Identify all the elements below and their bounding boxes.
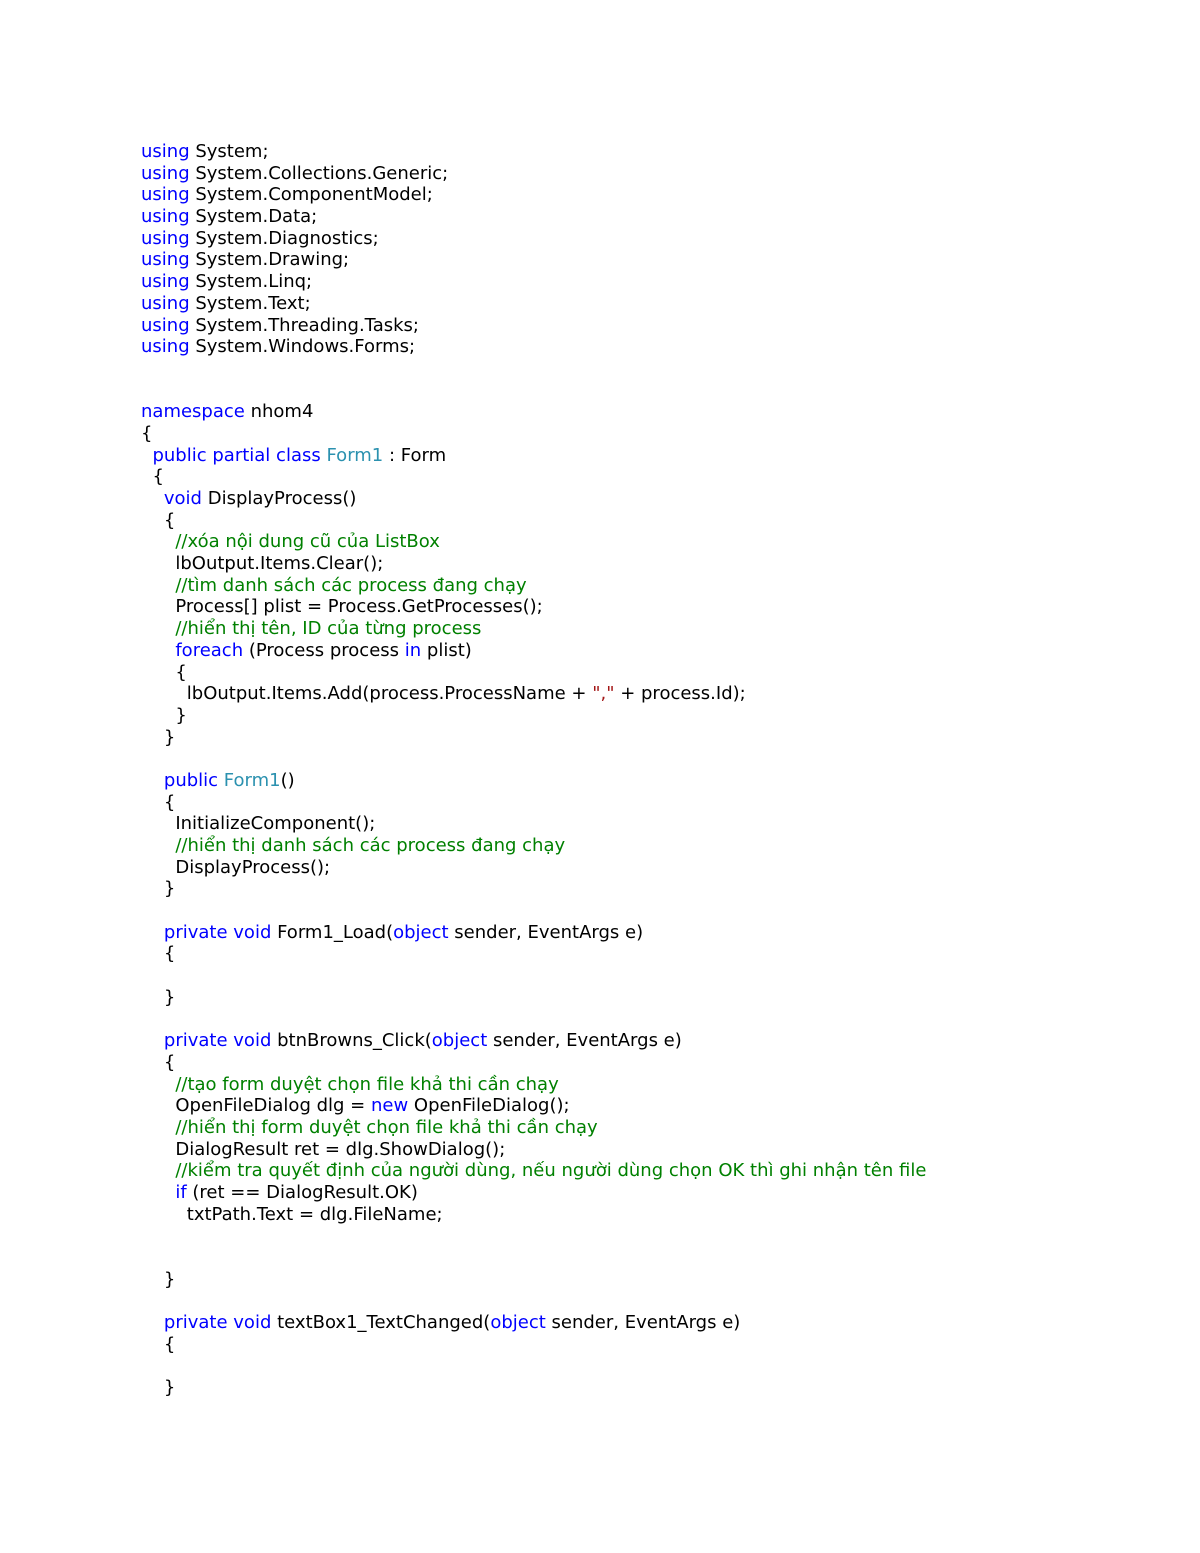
code-token-plain: OpenFileDialog dlg = <box>175 1095 371 1117</box>
code-line <box>141 163 1161 185</box>
code-token-kw: void <box>233 921 272 943</box>
code-token-kw: private <box>163 1030 228 1052</box>
code-indent <box>141 1074 175 1095</box>
code-line <box>141 813 1161 835</box>
code-indent <box>141 1377 164 1398</box>
code-indent <box>141 987 164 1008</box>
code-token-plain: } <box>163 878 176 900</box>
code-token-plain: { <box>163 791 176 813</box>
code-token-kw: public <box>163 769 219 791</box>
code-token-cmt: //xóa nội dung cũ của ListBox <box>175 531 440 553</box>
code-token-plain: System.ComponentModel; <box>189 184 433 206</box>
code-token-plain: } <box>163 986 176 1008</box>
code-indent <box>141 683 187 704</box>
code-token-plain: } <box>163 1377 176 1399</box>
code-token-plain: sender, EventArgs e) <box>487 1030 682 1052</box>
code-token-plain: lbOutput.Items.Add(process.ProcessName + <box>186 683 593 705</box>
code-token-plain: System.Windows.Forms; <box>189 336 416 358</box>
code-token-plain: System; <box>189 141 269 162</box>
code-indent <box>141 662 175 683</box>
code-line <box>141 445 1161 467</box>
code-line <box>141 358 1161 380</box>
code-indent <box>141 1030 164 1051</box>
code-indent <box>141 466 152 487</box>
code-line <box>141 510 1161 532</box>
code-token-kw: partial <box>212 444 271 466</box>
code-line <box>141 141 1161 163</box>
code-token-kw: void <box>163 488 202 509</box>
code-line <box>141 575 1161 597</box>
code-line <box>141 423 1161 445</box>
code-line <box>141 705 1161 727</box>
code-indent <box>141 922 164 943</box>
code-token-plain: { <box>163 1051 176 1073</box>
code-token-kw: using <box>141 227 190 249</box>
code-token-cmt: //tìm danh sách các process đang chạy <box>175 574 527 596</box>
code-token-plain: } <box>163 1268 176 1290</box>
code-token-kw: void <box>233 1030 272 1052</box>
code-indent <box>141 575 175 596</box>
code-token-plain: nhom4 <box>244 401 314 423</box>
code-line <box>141 206 1161 228</box>
code-token-plain: textBox1_TextChanged( <box>271 1312 491 1334</box>
code-indent <box>141 531 175 552</box>
code-token-plain: { <box>163 509 176 531</box>
code-line <box>141 662 1161 684</box>
code-token-plain: } <box>163 726 176 748</box>
code-token-kw: using <box>141 184 190 206</box>
code-token-plain: System.Text; <box>189 292 311 314</box>
code-token-plain: { <box>163 943 176 965</box>
code-line <box>141 315 1161 337</box>
code-line <box>141 1030 1161 1052</box>
code-indent <box>141 705 175 726</box>
code-line <box>141 618 1161 640</box>
code-indent <box>141 1117 175 1138</box>
code-token-plain: btnBrowns_Click( <box>271 1030 432 1052</box>
code-line <box>141 401 1161 423</box>
code-token-plain: System.Diagnostics; <box>189 227 379 249</box>
code-line <box>141 857 1161 879</box>
code-indent <box>141 792 164 813</box>
code-indent <box>141 1139 175 1160</box>
code-indent <box>141 618 175 639</box>
code-line <box>141 1139 1161 1161</box>
code-token-kw: void <box>233 1312 272 1334</box>
code-token-plain: txtPath.Text = dlg.FileName; <box>186 1203 443 1225</box>
code-line <box>141 596 1161 618</box>
code-line <box>141 228 1161 250</box>
code-indent <box>141 835 175 856</box>
code-indent <box>141 813 175 834</box>
code-line <box>141 835 1161 857</box>
code-line <box>141 1160 1161 1182</box>
code-indent <box>141 943 164 964</box>
code-indent <box>141 1052 164 1073</box>
code-line <box>141 1204 1161 1226</box>
code-token-kw: public <box>152 444 207 466</box>
code-token-kw: private <box>163 921 228 943</box>
code-token-plain: { <box>175 661 187 683</box>
code-line <box>141 1269 1161 1291</box>
code-token-plain: DialogResult ret = dlg.ShowDialog(); <box>175 1138 506 1160</box>
code-indent <box>141 488 164 509</box>
code-token-plain: { <box>163 1333 176 1355</box>
code-token-kw: using <box>141 271 190 293</box>
code-line <box>141 748 1161 770</box>
code-line <box>141 1290 1161 1312</box>
code-line <box>141 900 1161 922</box>
code-token-plain: (Process process <box>243 639 405 661</box>
code-line <box>141 640 1161 662</box>
code-token-kw: using <box>141 206 190 228</box>
code-token-plain: : Form <box>383 444 447 466</box>
code-token-plain: System.Drawing; <box>189 249 350 271</box>
code-indent <box>141 1204 187 1225</box>
code-token-plain: } <box>175 704 187 726</box>
code-line <box>141 1052 1161 1074</box>
code-indent <box>141 1160 175 1181</box>
code-line <box>141 293 1161 315</box>
code-token-kw: using <box>141 162 190 184</box>
code-line <box>141 1117 1161 1139</box>
code-line <box>141 531 1161 553</box>
code-line <box>141 1009 1161 1031</box>
code-token-plain: System.Threading.Tasks; <box>189 314 419 336</box>
code-token-kw: new <box>370 1095 409 1117</box>
code-token-cmt: //tạo form duyệt chọn file khả thi cần chạy <box>175 1073 559 1095</box>
code-token-plain: DisplayProcess(); <box>175 856 331 878</box>
code-token-plain: lbOutput.Items.Clear(); <box>175 553 384 575</box>
code-line <box>141 770 1161 792</box>
code-indent <box>141 596 175 617</box>
code-token-kw: using <box>141 314 190 336</box>
code-line <box>141 336 1161 358</box>
code-indent <box>141 1334 164 1355</box>
code-indent <box>141 510 164 531</box>
code-indent <box>141 1095 175 1116</box>
code-line <box>141 727 1161 749</box>
code-line <box>141 943 1161 965</box>
code-token-kw: if <box>175 1182 187 1203</box>
code-line <box>141 271 1161 293</box>
code-indent <box>141 727 164 748</box>
code-line <box>141 1247 1161 1269</box>
code-line <box>141 1377 1161 1399</box>
code-token-plain: () <box>280 769 295 791</box>
code-token-plain: { <box>152 466 164 488</box>
code-token-plain: + process.Id); <box>614 683 746 705</box>
code-line <box>141 922 1161 944</box>
code-token-type: Form1 <box>223 769 281 791</box>
code-token-plain: System.Data; <box>189 206 318 228</box>
code-line <box>141 1312 1161 1334</box>
code-line <box>141 488 1161 510</box>
code-line <box>141 249 1161 271</box>
code-token-kw: object <box>431 1030 488 1052</box>
code-indent <box>141 770 164 791</box>
code-token-kw: in <box>404 639 422 661</box>
code-token-cmt: //hiển thị tên, ID của từng process <box>175 618 482 640</box>
code-token-cmt: //hiển thị danh sách các process đang chạy <box>175 835 566 856</box>
code-token-plain: Process[] plist = Process.GetProcesses(); <box>175 596 543 618</box>
code-token-plain: sender, EventArgs e) <box>448 921 644 943</box>
code-indent <box>141 857 175 878</box>
code-token-kw: object <box>393 921 449 943</box>
code-token-type: Form1 <box>326 444 384 466</box>
code-token-plain: InitializeComponent(); <box>175 813 376 835</box>
code-document <box>141 141 1161 1399</box>
code-token-cmt: //hiển thị form duyệt chọn file khả thi cần chạy <box>175 1116 598 1138</box>
code-indent <box>141 445 152 466</box>
code-token-plain: OpenFileDialog(); <box>408 1095 570 1117</box>
code-token-kw: object <box>490 1312 546 1334</box>
code-token-kw: namespace <box>141 401 245 423</box>
code-token-kw: class <box>276 444 321 466</box>
code-indent <box>141 1312 164 1333</box>
code-token-plain: DisplayProcess() <box>201 488 357 509</box>
code-line <box>141 553 1161 575</box>
code-line <box>141 466 1161 488</box>
code-token-kw: using <box>141 249 190 271</box>
code-token-str: "," <box>592 683 615 705</box>
code-token-plain: sender, EventArgs e) <box>545 1312 741 1334</box>
code-indent <box>141 640 175 661</box>
code-token-plain: plist) <box>421 639 472 661</box>
code-line <box>141 1356 1161 1378</box>
code-token-kw: private <box>163 1312 228 1334</box>
code-line <box>141 965 1161 987</box>
code-token-kw: using <box>141 141 190 162</box>
code-indent <box>141 1182 175 1203</box>
code-indent <box>141 1269 164 1290</box>
code-token-kw: using <box>141 292 190 314</box>
code-indent <box>141 878 164 899</box>
code-line <box>141 1182 1161 1204</box>
code-line <box>141 1095 1161 1117</box>
code-line <box>141 1225 1161 1247</box>
code-token-kw: foreach <box>175 639 244 661</box>
code-line <box>141 987 1161 1009</box>
code-token-kw: using <box>141 336 190 358</box>
code-indent <box>141 553 175 574</box>
code-token-plain: Form1_Load( <box>271 921 394 943</box>
code-line <box>141 1334 1161 1356</box>
code-line <box>141 380 1161 402</box>
code-line <box>141 683 1161 705</box>
code-token-plain: { <box>141 422 153 444</box>
code-line <box>141 184 1161 206</box>
code-line <box>141 792 1161 814</box>
code-line <box>141 1074 1161 1096</box>
code-token-plain: (ret == DialogResult.OK) <box>186 1182 418 1203</box>
code-line <box>141 878 1161 900</box>
code-token-plain: System.Collections.Generic; <box>189 162 449 184</box>
code-token-cmt: //kiểm tra quyết định của người dùng, nếu người dùng chọn OK thì ghi nhận tên file <box>175 1160 927 1182</box>
code-token-plain: System.Linq; <box>189 271 313 293</box>
